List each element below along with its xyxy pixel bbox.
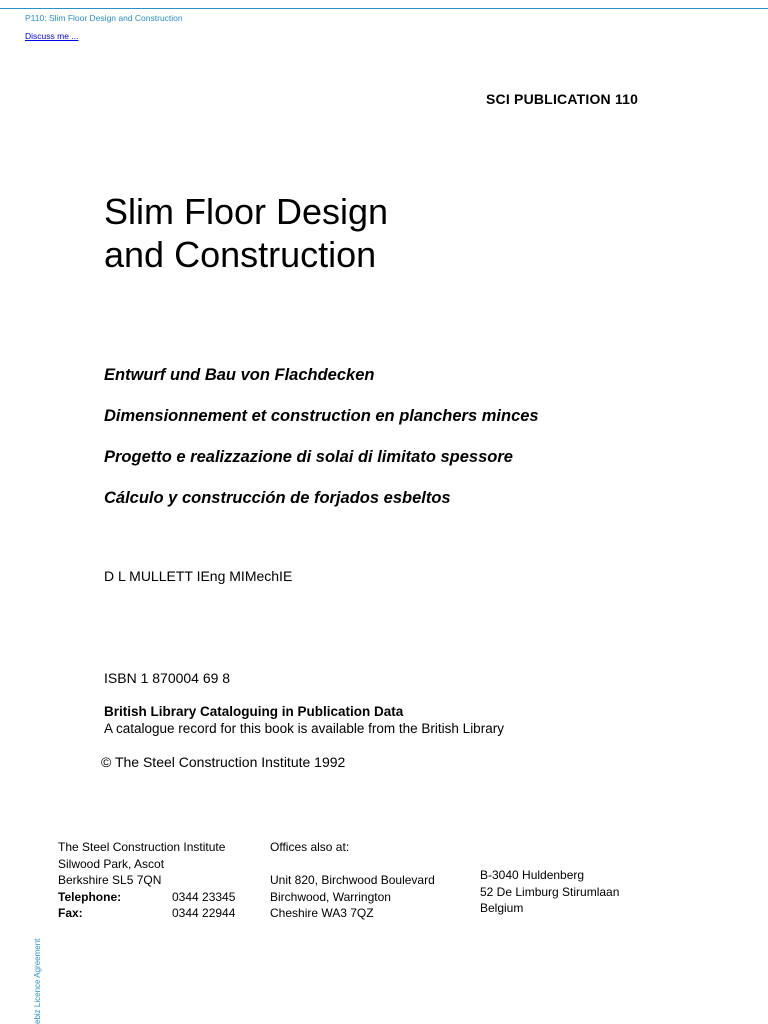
document-title <box>104 190 388 276</box>
title-line-1: Slim Floor Design <box>104 191 389 232</box>
offices-heading: Offices also at: <box>270 840 350 854</box>
office-uk-line-1: Unit 820, Birchwood Boulevard <box>270 873 435 887</box>
offices-address-be <box>480 867 619 917</box>
publication-number: SCI PUBLICATION 110 <box>486 91 639 107</box>
page-header-title: P110: Slim Floor Design and Construction <box>25 13 183 23</box>
institute-line-2: Berkshire SL5 7QN <box>58 873 162 887</box>
office-be-line-1: B-3040 Huldenberg <box>480 868 585 882</box>
translation-italian: Progetto e realizzazione di solai di limitato spessore <box>104 448 513 466</box>
office-be-line-2: 52 De Limburg Stirumlaan <box>480 884 620 899</box>
fax-row <box>58 905 235 922</box>
copyright: © The Steel Construction Institute 1992 <box>101 754 346 770</box>
isbn: ISBN 1 870004 69 8 <box>104 670 231 686</box>
translation-spanish: Cálculo y construcción de forjados esbeltos <box>104 489 451 507</box>
telephone-row <box>58 889 235 906</box>
discuss-link[interactable]: Discuss me ... <box>25 31 79 41</box>
catalogue-heading: British Library Cataloguing in Publication Data <box>104 704 404 719</box>
licence-sidebar-text: ebiz Licence Agreement <box>33 938 42 1024</box>
fax-value: 0344 22944 <box>172 906 236 920</box>
catalogue-text: A catalogue record for this book is available from the British Library <box>104 721 504 736</box>
translation-german: Entwurf und Bau von Flachdecken <box>104 366 375 384</box>
title-line-2: and Construction <box>104 234 377 275</box>
fax-label: Fax: <box>58 906 83 920</box>
author: D L MULLETT IEng MIMechIE <box>104 568 293 584</box>
telephone-value: 0344 23345 <box>172 889 236 904</box>
telephone-label: Telephone: <box>58 889 122 904</box>
office-uk-line-3: Cheshire WA3 7QZ <box>270 906 374 920</box>
institute-name: The Steel Construction Institute <box>58 840 226 854</box>
institute-line-1: Silwood Park, Ascot <box>58 856 165 871</box>
office-uk-line-2: Birchwood, Warrington <box>270 889 391 904</box>
institute-address <box>58 839 235 922</box>
office-be-line-3: Belgium <box>480 901 524 915</box>
translation-french: Dimensionnement et construction en planchers minces <box>104 407 539 425</box>
offices-address-uk <box>270 839 435 922</box>
header-rule <box>0 8 768 9</box>
